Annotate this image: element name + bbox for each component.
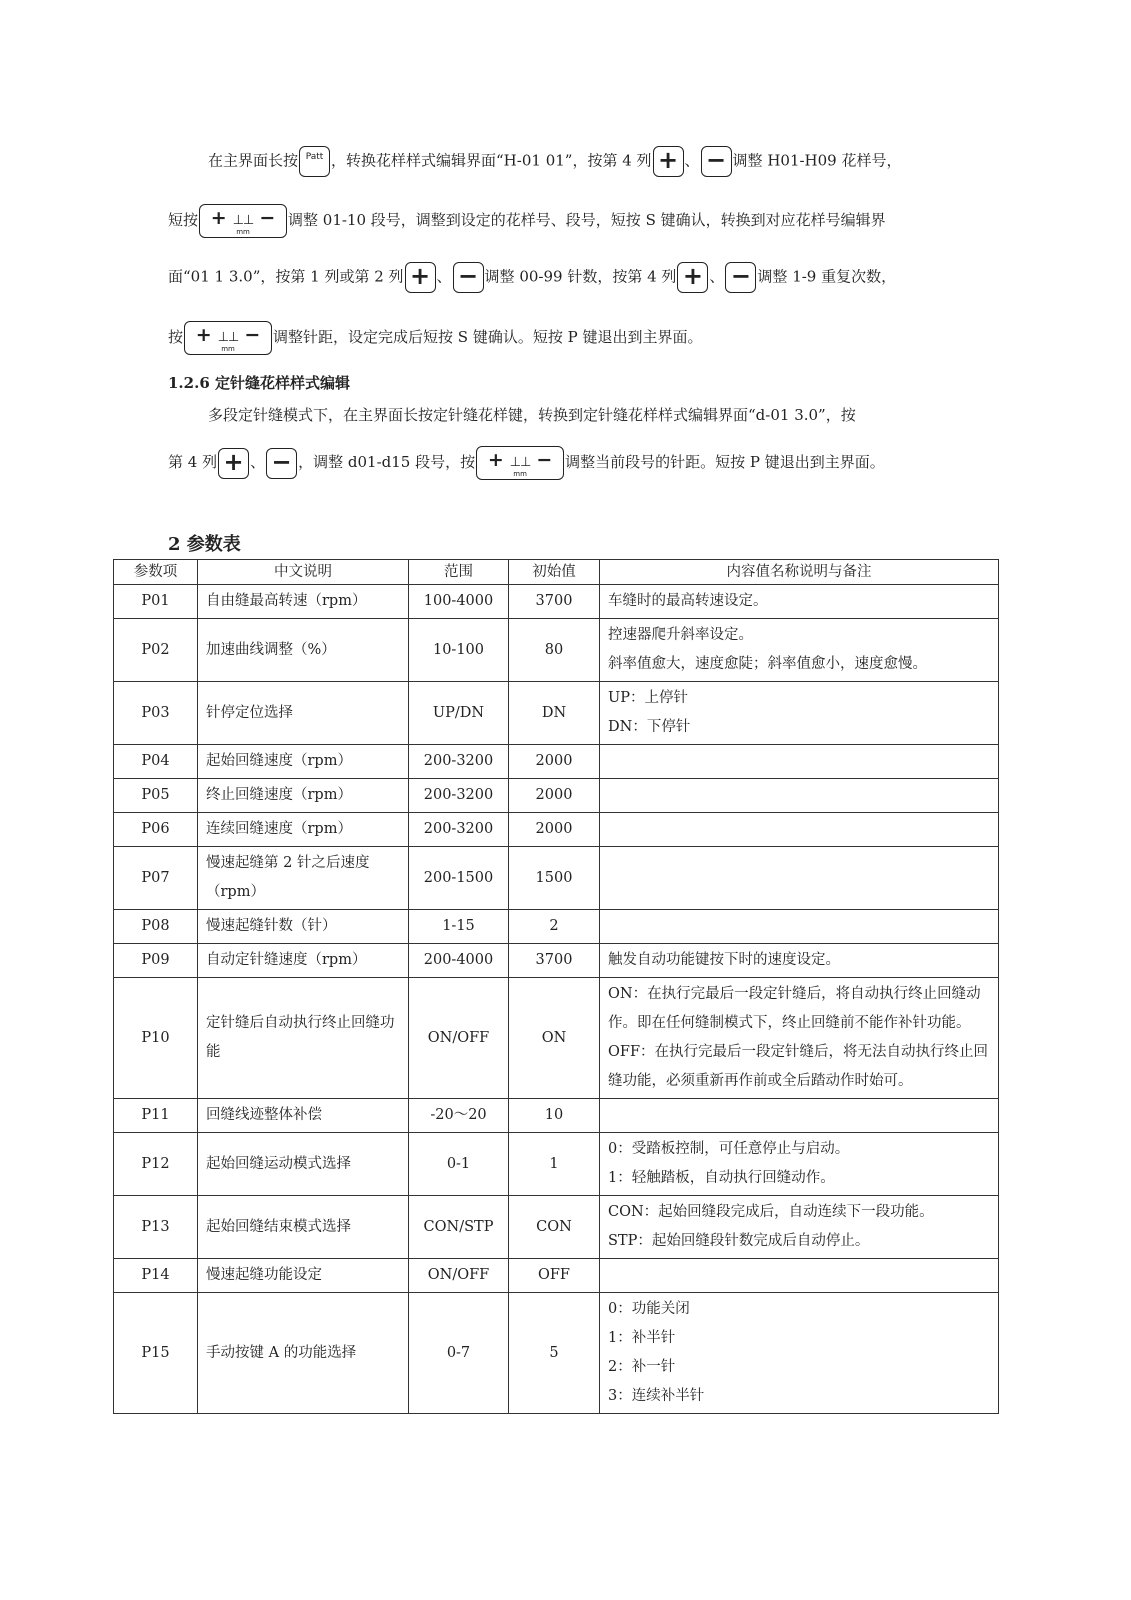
patt-key-icon: Patt [299, 146, 330, 177]
param-notes [600, 944, 999, 978]
intro-text: 调整 00-99 针数，按第 4 列 [484, 267, 677, 286]
param-desc: 起始回缝速度（rpm） [198, 745, 409, 779]
param-range: -20～20 [409, 1099, 509, 1133]
intro-text: 调整 H01-H09 花样号， [732, 151, 902, 170]
wide-plus: + [195, 324, 212, 346]
param-range: ON/OFF [409, 1259, 509, 1293]
wide-minus: − [536, 449, 553, 471]
table-row [114, 682, 999, 745]
intro-text: 调整 01-10 段号，调整到设定的花样号、段号，短按 S 键确认，转换到对应花样号编辑界 [288, 211, 886, 229]
table-row [114, 585, 999, 619]
note-line: 斜率值愈大，速度愈陡；斜率值愈小，速度愈慢。 [608, 656, 927, 672]
intro-line-4 [168, 321, 702, 355]
param-id: P09 [114, 944, 198, 978]
param-desc: 起始回缝结束模式选择 [198, 1196, 409, 1259]
param-notes [600, 910, 999, 944]
table-row [114, 619, 999, 682]
table-row [114, 1259, 999, 1293]
param-range: 200-1500 [409, 847, 509, 910]
param-notes [600, 779, 999, 813]
section-126-para-2 [168, 446, 885, 480]
param-desc: 定针缝后自动执行终止回缝功能 [198, 978, 409, 1099]
param-init: 2 [509, 910, 600, 944]
param-notes [600, 682, 999, 745]
param-desc: 慢速起缝第 2 针之后速度（rpm） [198, 847, 409, 910]
param-desc: 回缝线迹整体补偿 [198, 1099, 409, 1133]
wide-minus: − [244, 324, 261, 346]
param-desc: 起始回缝运动模式选择 [198, 1133, 409, 1196]
wide-glyph: ⊥⊥ [232, 213, 254, 228]
param-desc: 终止回缝速度（rpm） [198, 779, 409, 813]
param-desc: 慢速起缝功能设定 [198, 1259, 409, 1293]
note-line: 车缝时的最高转速设定。 [608, 593, 768, 609]
param-id: P02 [114, 619, 198, 682]
parameter-table [113, 559, 999, 1414]
param-init: 2000 [509, 813, 600, 847]
minus-key-icon: − [266, 448, 297, 479]
param-desc: 连续回缝速度（rpm） [198, 813, 409, 847]
param-notes [600, 1196, 999, 1259]
intro-line-3 [168, 262, 896, 293]
param-notes [600, 585, 999, 619]
intro-text: 短按 [168, 211, 199, 229]
param-range: ON/OFF [409, 978, 509, 1099]
minus-key-icon: − [453, 262, 484, 293]
param-init: 3700 [509, 585, 600, 619]
param-range: 200-3200 [409, 745, 509, 779]
wide-glyph: ⊥⊥ [509, 455, 531, 470]
param-init: 2000 [509, 779, 600, 813]
table-row [114, 1099, 999, 1133]
param-notes [600, 847, 999, 910]
param-notes [600, 1099, 999, 1133]
param-init: ON [509, 978, 600, 1099]
col-header: 范围 [409, 560, 509, 585]
table-row [114, 745, 999, 779]
param-id: P11 [114, 1099, 198, 1133]
table-row [114, 978, 999, 1099]
intro-text: 面“01 1 3.0”，按第 1 列或第 2 列 [168, 267, 404, 286]
table-row [114, 813, 999, 847]
param-init: OFF [509, 1259, 600, 1293]
param-id: P13 [114, 1196, 198, 1259]
param-id: P15 [114, 1293, 198, 1414]
param-id: P03 [114, 682, 198, 745]
intro-text: 按 [168, 328, 184, 346]
section-text: ，调整 d01-d15 段号，按 [298, 453, 476, 471]
param-range: CON/STP [409, 1196, 509, 1259]
param-desc: 自由缝最高转速（rpm） [198, 585, 409, 619]
param-desc: 加速曲线调整（%） [198, 619, 409, 682]
param-notes [600, 978, 999, 1099]
section-heading-1-2-6: 1.2.6 定针缝花样样式编辑 [168, 374, 350, 392]
plus-key-icon: + [405, 262, 436, 293]
param-desc: 手动按键 A 的功能选择 [198, 1293, 409, 1414]
separator: 、 [709, 267, 725, 286]
note-line: DN：下停针 [608, 719, 691, 735]
table-row [114, 779, 999, 813]
note-line: CON：起始回缝段完成后，自动连续下一段功能。 [608, 1204, 934, 1220]
intro-text: 在主界面长按 [208, 151, 299, 170]
wide-sub: mm [236, 228, 250, 236]
stitch-length-key-icon [184, 321, 272, 355]
table-header-row [114, 560, 999, 585]
wide-sub: mm [513, 470, 527, 478]
param-id: P12 [114, 1133, 198, 1196]
param-range: 200-3200 [409, 779, 509, 813]
wide-minus: − [259, 207, 276, 229]
param-init: 10 [509, 1099, 600, 1133]
intro-line-2 [168, 204, 886, 238]
param-init: DN [509, 682, 600, 745]
plus-key-icon: + [677, 262, 708, 293]
param-init: 3700 [509, 944, 600, 978]
stitch-length-key-icon [199, 204, 287, 238]
minus-key-icon: − [725, 262, 756, 293]
section-text: 第 4 列 [168, 453, 218, 471]
param-notes [600, 1293, 999, 1414]
param-notes [600, 1259, 999, 1293]
note-line: ON：在执行完最后一段定针缝后，将自动执行终止回缝动作。即在任何缝制模式下，终止回缝前不能作补针功能。 [608, 986, 981, 1031]
col-header: 内容值名称说明与备注 [600, 560, 999, 585]
intro-text: ，转换花样样式编辑界面“H-01 01”，按第 4 列 [331, 151, 652, 170]
param-id: P06 [114, 813, 198, 847]
param-range: 1-15 [409, 910, 509, 944]
note-line: 1：轻触踏板，自动执行回缝动作。 [608, 1170, 835, 1186]
table-row [114, 944, 999, 978]
wide-glyph: ⊥⊥ [217, 330, 239, 345]
param-range: 10-100 [409, 619, 509, 682]
wide-plus: + [210, 207, 227, 229]
param-desc: 针停定位选择 [198, 682, 409, 745]
separator: 、 [250, 453, 266, 471]
note-line: UP：上停针 [608, 690, 688, 706]
param-notes [600, 1133, 999, 1196]
wide-sub: mm [221, 345, 235, 353]
table-row [114, 1293, 999, 1414]
param-id: P05 [114, 779, 198, 813]
separator: 、 [684, 151, 700, 170]
note-line: OFF：在执行完最后一段定针缝后，将无法自动执行终止回缝功能，必须重新再作前或全后踏动作时始可。 [608, 1044, 989, 1089]
minus-key-icon: − [701, 146, 732, 177]
param-range: 200-3200 [409, 813, 509, 847]
param-init: 2000 [509, 745, 600, 779]
separator: 、 [436, 267, 452, 286]
param-init: CON [509, 1196, 600, 1259]
note-line: STP：起始回缝段针数完成后自动停止。 [608, 1233, 870, 1249]
col-header: 初始值 [509, 560, 600, 585]
param-range: 0-7 [409, 1293, 509, 1414]
param-id: P14 [114, 1259, 198, 1293]
note-line: 0：功能关闭 [608, 1301, 690, 1317]
plus-key-icon: + [218, 448, 249, 479]
param-init: 1500 [509, 847, 600, 910]
plus-key-icon: + [653, 146, 684, 177]
param-notes [600, 813, 999, 847]
param-range: 200-4000 [409, 944, 509, 978]
note-line: 触发自动功能键按下时的速度设定。 [608, 952, 840, 968]
table-row [114, 1133, 999, 1196]
section-text: 调整当前段号的针距。短按 P 键退出到主界面。 [565, 453, 885, 471]
param-id: P01 [114, 585, 198, 619]
param-range: 0-1 [409, 1133, 509, 1196]
intro-line-1 [208, 146, 902, 177]
note-line: 3：连续补半针 [608, 1388, 705, 1404]
intro-text: 调整 1-9 重复次数， [757, 267, 897, 286]
section-heading-2: 2 参数表 [168, 534, 241, 555]
param-init: 5 [509, 1293, 600, 1414]
param-id: P10 [114, 978, 198, 1099]
param-notes [600, 619, 999, 682]
param-notes [600, 745, 999, 779]
col-header: 中文说明 [198, 560, 409, 585]
stitch-length-key-icon [476, 446, 564, 480]
note-line: 0：受踏板控制，可任意停止与启动。 [608, 1141, 850, 1157]
note-line: 2：补一针 [608, 1359, 676, 1375]
param-id: P07 [114, 847, 198, 910]
table-row [114, 847, 999, 910]
table-row [114, 1196, 999, 1259]
param-desc: 自动定针缝速度（rpm） [198, 944, 409, 978]
param-range: 100-4000 [409, 585, 509, 619]
param-id: P08 [114, 910, 198, 944]
note-line: 控速器爬升斜率设定。 [608, 627, 753, 643]
col-header: 参数项 [114, 560, 198, 585]
param-init: 1 [509, 1133, 600, 1196]
param-init: 80 [509, 619, 600, 682]
intro-text: 调整针距，设定完成后短按 S 键确认。短按 P 键退出到主界面。 [273, 328, 703, 346]
note-line: 1：补半针 [608, 1330, 676, 1346]
param-id: P04 [114, 745, 198, 779]
param-range: UP/DN [409, 682, 509, 745]
param-desc: 慢速起缝针数（针） [198, 910, 409, 944]
section-126-para-1: 多段定针缝模式下，在主界面长按定针缝花样键，转换到定针缝花样样式编辑界面“d-01 3.0”，按 [208, 406, 856, 424]
table-body [114, 585, 999, 1414]
table-row [114, 910, 999, 944]
wide-plus: + [487, 449, 504, 471]
